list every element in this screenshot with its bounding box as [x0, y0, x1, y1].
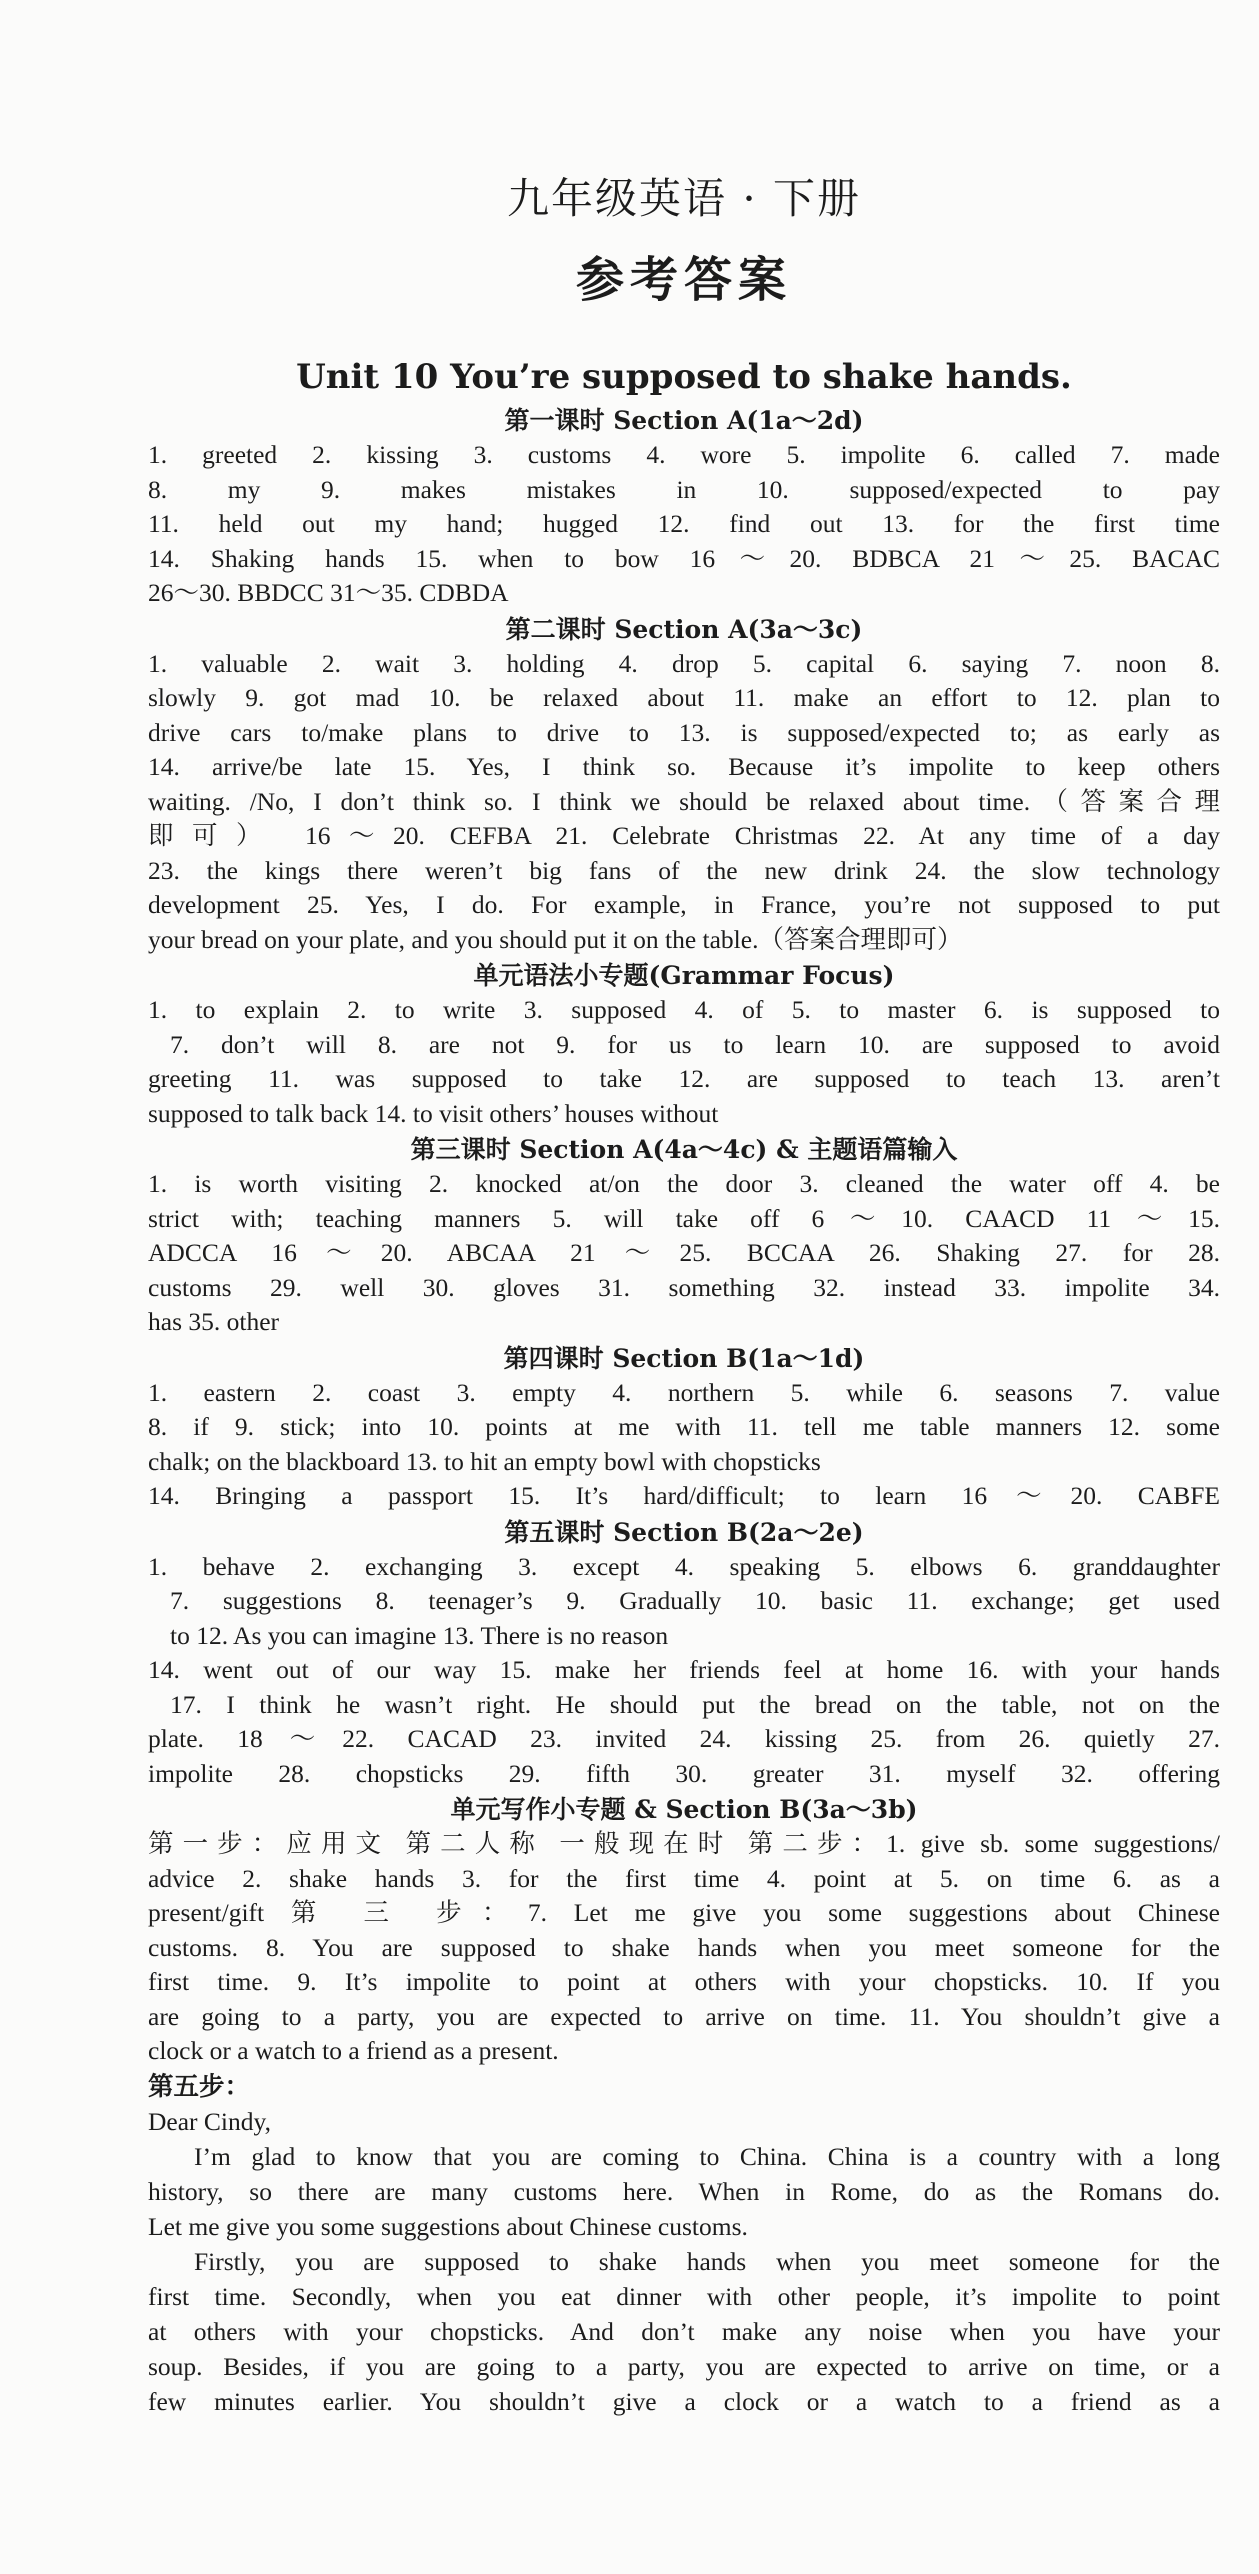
section-heading-5: 第五课时 Section B(2a～2e): [504, 1517, 864, 1547]
answer-line: ADCCA 16～20. ABCAA 21～25. BCCAA 26. Shaking 27. for 28.: [148, 1238, 1220, 1267]
letter-line: few minutes earlier. You shouldn’t give a clock or a watch to a friend as a: [148, 2386, 1220, 2416]
section-answers-writing: [148, 1827, 1220, 2069]
letter-line: I’m glad to know that you are coming to China. China is a country with a long: [194, 2141, 1220, 2171]
answer-line: plate. 18～22. CACAD 23. invited 24. kissing 25. from 26. quietly 27.: [148, 1724, 1220, 1753]
model-letter: [148, 2069, 1220, 2419]
answer-line: greeting 11. was supposed to take 12. are supposed to teach 13. aren’t: [148, 1064, 1220, 1093]
answer-line: 8. if 9. stick; into 10. points at me with 11. tell me table manners 12. some: [148, 1412, 1220, 1441]
answer-line: 14. went out of our way 15. make her friends feel at home 16. with your hands: [148, 1655, 1220, 1684]
letter-line: at others with your chopsticks. And don’t make any noise when you have your: [148, 2316, 1220, 2346]
answer-line: 1. eastern 2. coast 3. empty 4. northern 5. while 6. seasons 7. value: [148, 1377, 1220, 1407]
section-heading-writing: 单元写作小专题 & Section B(3a～3b): [450, 1795, 918, 1824]
answer-line: advice 2. shake hands 3. for the first time 4. point at 5. on time 6. as a: [148, 1863, 1220, 1893]
unit-title: Unit 10 You’re supposed to shake hands.: [296, 357, 1072, 397]
answer-line: 1. greeted 2. kissing 3. customs 4. wore 5. impolite 6. called 7. made: [148, 440, 1220, 469]
main-title: 参考答案: [575, 252, 792, 308]
grade-title: 九年级英语 · 下册: [506, 174, 862, 223]
section-answers-2: [148, 647, 1220, 958]
letter-line: Let me give you some suggestions about Chinese customs.: [148, 2211, 748, 2241]
section-answers-4: [148, 1376, 1220, 1514]
section-heading-1: 第一课时 Section A(1a～2d): [504, 406, 864, 435]
section-answers-grammar: [148, 993, 1220, 1131]
letter-line: first time. Secondly, when you eat dinner with other people, it’s impolite to point: [148, 2281, 1220, 2311]
answer-line: has 35. other: [148, 1307, 280, 1336]
step5-label: 第五步：: [148, 2071, 251, 2101]
answer-line: drive cars to/make plans to drive to 13. is supposed/expected to; as early as: [148, 717, 1220, 747]
letter-line: Firstly, you are supposed to shake hands when you meet someone for the: [194, 2246, 1220, 2276]
letter-line: soup. Besides, if you are going to a party, you are expected to arrive on time, or a: [148, 2351, 1220, 2381]
answer-line: 23. the kings there weren’t big fans of the new drink 24. the slow technology: [148, 855, 1220, 885]
letter-line: history, so there are many customs here. When in Rome, do as the Romans do.: [148, 2176, 1220, 2206]
section-heading-2: 第二课时 Section A(3a～3c): [505, 614, 863, 644]
answer-line: 1. behave 2. exchanging 3. except 4. speaking 5. elbows 6. granddaughter: [148, 1551, 1220, 1581]
answer-line: 14. arrive/be late 15. Yes, I think so. Because it’s impolite to keep others: [148, 752, 1220, 781]
answer-line: impolite 28. chopsticks 29. fifth 30. greater 31. myself 32. offering: [148, 1758, 1220, 1788]
section-heading-grammar: 单元语法小专题(Grammar Focus): [473, 961, 895, 990]
answer-line: 第一步：应用文 第二人称 一般现在时 第二步：1. give sb. some suggestions/: [148, 1829, 1220, 1858]
section-heading-4: 第四课时 Section B(1a～1d): [503, 1343, 865, 1373]
answer-line: to 12. As you can imagine 13. There is no reason: [170, 1620, 669, 1650]
content-area: [148, 168, 1220, 2419]
answer-line: clock or a watch to a friend as a present.: [148, 2036, 559, 2065]
answer-line: 8. my 9. makes mistakes in 10. supposed/expected to pay: [148, 474, 1220, 504]
answer-line: 即可） 16～20. CEFBA 21. Celebrate Christmas 22. At any time of a day: [148, 821, 1220, 850]
answer-line: 14. Bringing a passport 15. It’s hard/difficult; to learn 16～20. CABFE: [148, 1481, 1220, 1510]
answer-line: 1. to explain 2. to write 3. supposed 4. of 5. to master 6. is supposed to: [148, 995, 1220, 1024]
answer-line: slowly 9. got mad 10. be relaxed about 11. make an effort to 12. plan to: [148, 683, 1220, 712]
answer-line: development 25. Yes, I do. For example, in France, you’re not supposed to put: [148, 890, 1220, 919]
section-answers-1: [148, 438, 1220, 611]
answer-line: 26～30. BBDCC 31～35. CDBDA: [148, 578, 509, 607]
answer-line: 7. suggestions 8. teenager’s 9. Gradually 10. basic 11. exchange; get used: [170, 1586, 1220, 1615]
answer-line: present/gift 第 三 步：7. Let me give you some suggestions about Chinese: [148, 1898, 1220, 1927]
section-answers-3: [148, 1167, 1220, 1340]
answer-line: 1. valuable 2. wait 3. holding 4. drop 5. capital 6. saying 7. noon 8.: [148, 648, 1220, 678]
answer-line: your bread on your plate, and you should put it on the table.（答案合理即可）: [148, 924, 963, 954]
answer-line: first time. 9. It’s impolite to point at others with your chopsticks. 10. If you: [148, 1967, 1220, 1996]
answer-line: supposed to talk back 14. to visit others’ houses without: [148, 1098, 719, 1128]
answer-line: waiting. /No, I don’t think so. I think we should be relaxed about time.（答案合理: [148, 786, 1220, 816]
answer-line: customs 29. well 30. gloves 31. something 32. instead 33. impolite 34.: [148, 1272, 1220, 1302]
answer-line: customs. 8. You are supposed to shake hands when you meet someone for the: [148, 1932, 1220, 1962]
answer-line: are going to a party, you are expected to arrive on time. 11. You shouldn’t give a: [148, 2001, 1220, 2031]
answer-line: chalk; on the blackboard 13. to hit an empty bowl with chopsticks: [148, 1446, 821, 1476]
section-answers-5: [148, 1550, 1220, 1792]
section-heading-3: 第三课时 Section A(4a～4c) & 主题语篇输入: [410, 1135, 958, 1164]
answer-line: strict with; teaching manners 5. will take off 6～10. CAACD 11～15.: [148, 1203, 1220, 1233]
answer-line: 17. I think he wasn’t right. He should put the bread on the table, not on the: [170, 1689, 1220, 1719]
answer-line: 7. don’t will 8. are not 9. for us to learn 10. are supposed to avoid: [170, 1029, 1220, 1059]
answer-line: 1. is worth visiting 2. knocked at/on the door 3. cleaned the water off 4. be: [148, 1169, 1220, 1198]
letter-greeting: Dear Cindy,: [148, 2106, 271, 2136]
answer-line: 14. Shaking hands 15. when to bow 16～20. BDBCA 21～25. BACAC: [148, 543, 1220, 573]
answer-line: 11. held out my hand; hugged 12. find out 13. for the first time: [148, 509, 1220, 538]
